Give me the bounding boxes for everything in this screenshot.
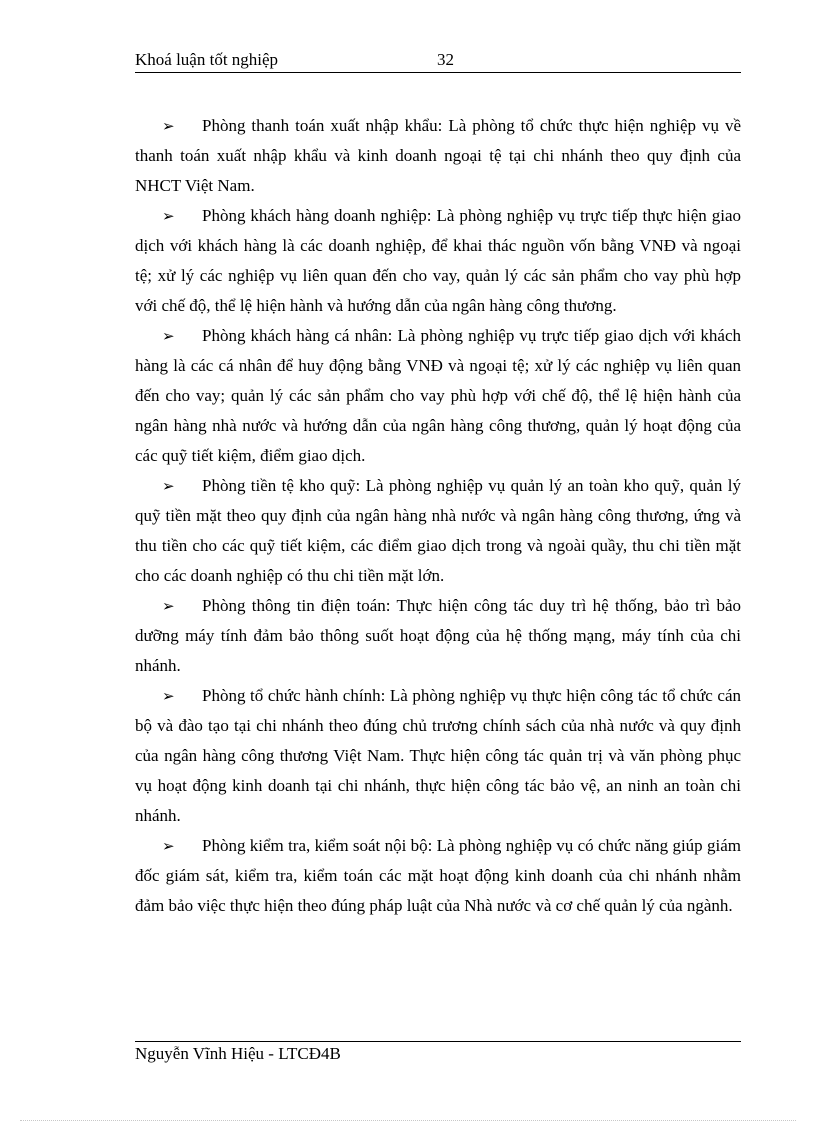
bullet-paragraph — [135, 201, 741, 321]
arrow-bullet-icon: ➢ — [162, 327, 175, 345]
bullet-paragraph — [135, 471, 741, 591]
paragraph-text: Phòng tổ chức hành chính: Là phòng nghiệp vụ thực hiện công tác tổ chức cán bộ và đào tạo tại chi nhánh theo đúng chủ trương chính sách của nhà nước và quy định của ngân hàng công thương Việt Nam. Thực hiện công tác quản trị và văn phòng phục vụ hoạt động kinh doanh tại chi nhánh, thực hiện công tác bảo vệ, an ninh an toàn chi nhánh. — [135, 686, 741, 825]
arrow-bullet-icon: ➢ — [162, 837, 175, 855]
bullet-paragraph — [135, 591, 741, 681]
arrow-bullet-icon: ➢ — [162, 117, 175, 135]
paragraph-text: Phòng kiểm tra, kiểm soát nội bộ: Là phòng nghiệp vụ có chức năng giúp giám đốc giám sát, kiểm tra, kiểm toán các mặt hoạt động kinh doanh của chi nhánh nhằm đảm bảo việc thực hiện theo đúng pháp luật của Nhà nước và cơ chế quản lý của ngành. — [135, 836, 741, 915]
document-body — [135, 111, 741, 921]
page-footer — [135, 1041, 741, 1063]
bullet-paragraph — [135, 831, 741, 921]
arrow-bullet-icon: ➢ — [162, 477, 175, 495]
paragraph-text: Phòng khách hàng cá nhân: Là phòng nghiệp vụ trực tiếp giao dịch với khách hàng là các cá nhân để huy động bằng VNĐ và ngoại tệ; xử lý các nghiệp vụ liên quan đến cho vay; quản lý các sản phẩm cho vay phù hợp với chế độ, thể lệ hiện hành của ngân hàng nhà nước và hướng dẫn của ngân hàng công thương, quản lý hoạt động của các quỹ tiết kiệm, điểm giao dịch. — [135, 326, 741, 465]
arrow-bullet-icon: ➢ — [162, 597, 175, 615]
arrow-bullet-icon: ➢ — [162, 687, 175, 705]
bullet-paragraph — [135, 681, 741, 831]
bullet-paragraph — [135, 321, 741, 471]
paragraph-text: Phòng tiền tệ kho quỹ: Là phòng nghiệp vụ quản lý an toàn kho quỹ, quản lý quỹ tiền mặt theo quy định của ngân hàng nhà nước và ngân hàng công thương, ứng và thu tiền cho các quỹ tiết kiệm, các điểm giao dịch trong và ngoài quầy, thu chi tiền mặt cho các doanh nghiệp có thu chi tiền mặt lớn. — [135, 476, 741, 585]
page-header — [135, 48, 741, 73]
bullet-paragraph — [135, 111, 741, 201]
paragraph-text: Phòng khách hàng doanh nghiệp: Là phòng nghiệp vụ trực tiếp thực hiện giao dịch với khách hàng là các doanh nghiệp, để khai thác nguồn vốn bằng VNĐ và ngoại tệ; xử lý các nghiệp vụ liên quan đến cho vay, quản lý các sản phẩm cho vay phù hợp với chế độ, thể lệ hiện hành và hướng dẫn của ngân hàng công thương. — [135, 206, 741, 315]
arrow-bullet-icon: ➢ — [162, 207, 175, 225]
page-number: 32 — [437, 50, 454, 69]
footer-author: Nguyễn Vĩnh Hiệu - LTCĐ4B — [135, 1044, 341, 1063]
header-title: Khoá luận tốt nghiệp — [135, 50, 279, 69]
paragraph-text: Phòng thông tin điện toán: Thực hiện công tác duy trì hệ thống, bảo trì bảo dưỡng máy tính đảm bảo thông suốt hoạt động của hệ thống mạng, máy tính của chi nhánh. — [135, 596, 741, 675]
paragraph-text: Phòng thanh toán xuất nhập khẩu: Là phòng tổ chức thực hiện nghiệp vụ về thanh toán xuất nhập khẩu và kinh doanh ngoại tệ tại chi nhánh theo quy định của NHCT Việt Nam. — [135, 116, 741, 195]
page-bottom-divider — [20, 1120, 796, 1121]
